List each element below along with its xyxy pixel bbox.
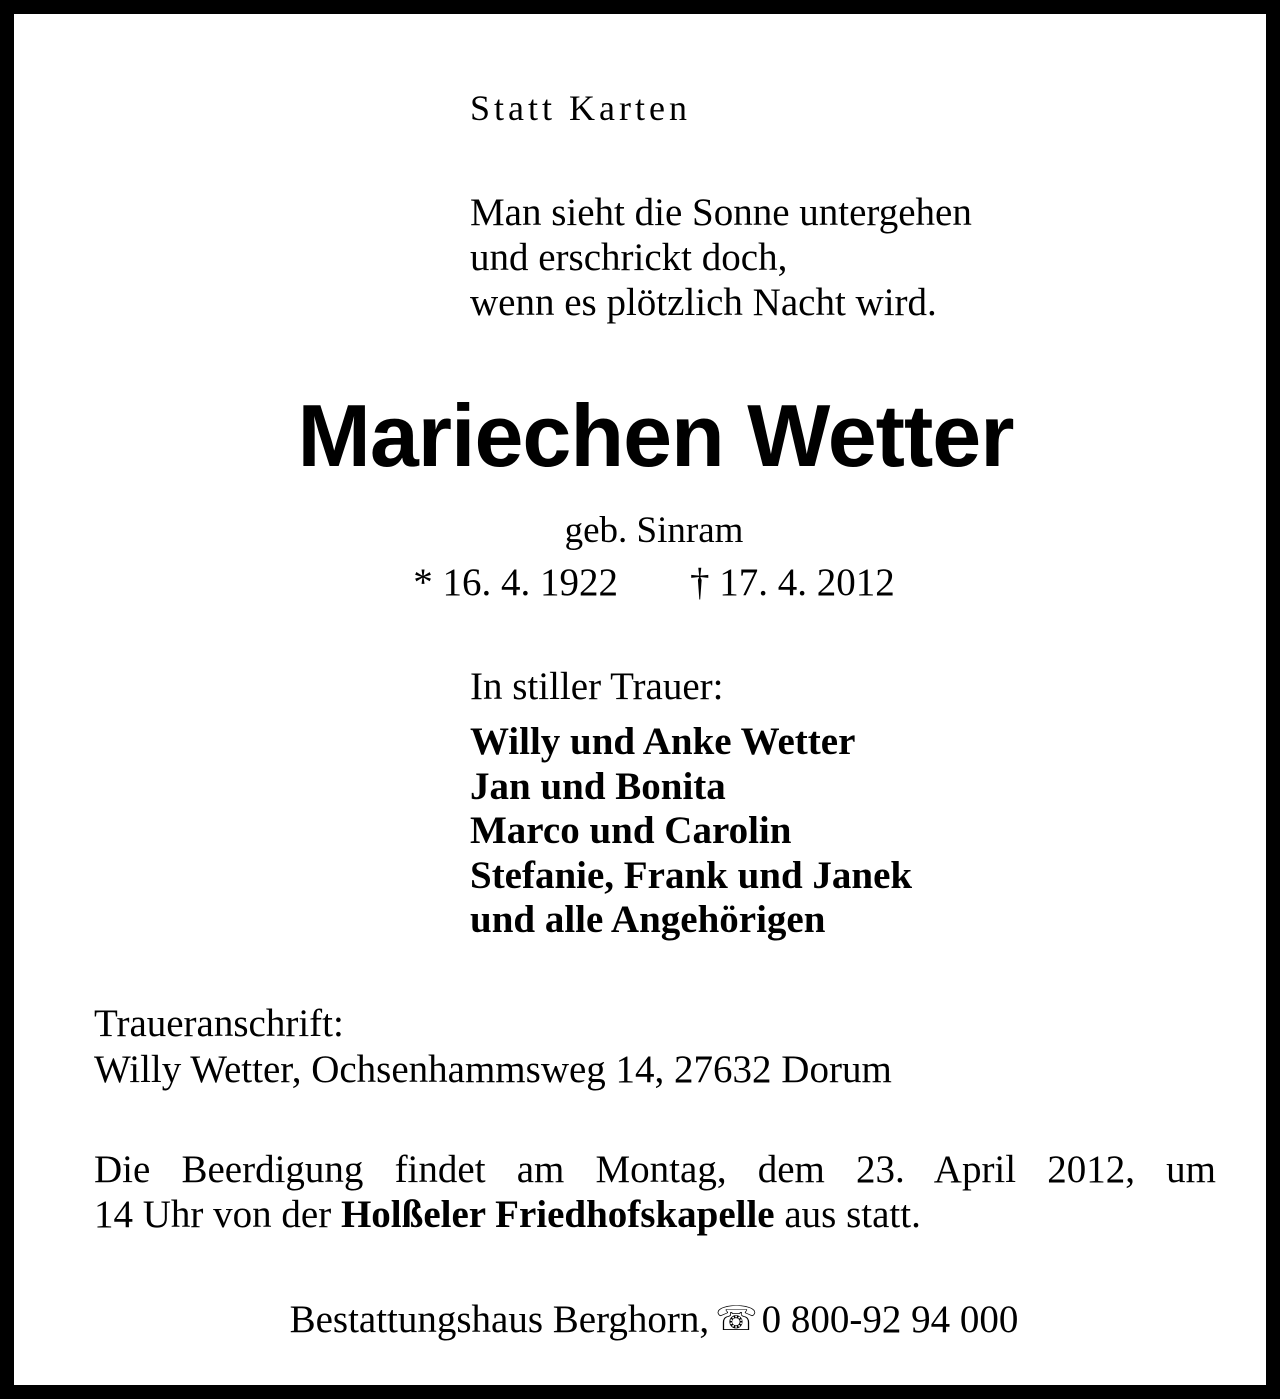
mourners-list xyxy=(470,720,912,943)
mourner-entry: Willy und Anke Wetter xyxy=(470,720,856,763)
life-dates xyxy=(14,560,1280,605)
mourner-entry: Stefanie, Frank und Janek xyxy=(470,853,913,897)
funeral-place: Holßeler Friedhofskapelle xyxy=(340,1193,775,1236)
birth-name: geb. Sinram xyxy=(564,510,744,551)
notice-header: Statt Karten xyxy=(470,88,691,128)
funeral-home-name: Bestattungshaus Berghorn, xyxy=(289,1298,710,1341)
deceased-name: Mariechen Wetter xyxy=(297,386,1014,485)
funeral-line-2 xyxy=(94,1192,1216,1237)
funeral-line-2-prefix: 14 Uhr von der xyxy=(94,1193,341,1236)
deceased-name-block xyxy=(14,386,1280,486)
death-date: † 17. 4. 2012 xyxy=(690,561,895,604)
mourning-address xyxy=(94,1001,892,1093)
funeral-line-1: Die Beerdigung findet am Montag, dem 23. April 2012, um xyxy=(94,1148,1216,1191)
mourning-label: In stiller Trauer: xyxy=(470,665,724,708)
poem-line: wenn es plötzlich Nacht wird. xyxy=(470,281,937,324)
poem-line: und erschrickt doch, xyxy=(470,236,788,279)
funeral-line-2-suffix: aus statt. xyxy=(774,1193,921,1236)
mourner-entry: Marco und Carolin xyxy=(470,809,792,853)
phone-icon: ☏ xyxy=(715,1299,758,1339)
funeral-home-contact xyxy=(14,1297,1280,1342)
mourner-entry: Jan und Bonita xyxy=(470,764,726,808)
phone-number: 0 800-92 94 000 xyxy=(761,1298,1019,1341)
poem-line: Man sieht die Sonne untergehen xyxy=(470,191,972,234)
mourner-entry: und alle Angehörigen xyxy=(470,898,826,942)
funeral-info xyxy=(94,1147,1216,1237)
address-label: Traueranschrift: xyxy=(94,1002,344,1045)
address-text: Willy Wetter, Ochsenhammsweg 14, 27632 Dorum xyxy=(94,1048,892,1091)
birth-date: * 16. 4. 1922 xyxy=(413,561,618,604)
poem xyxy=(470,190,972,325)
